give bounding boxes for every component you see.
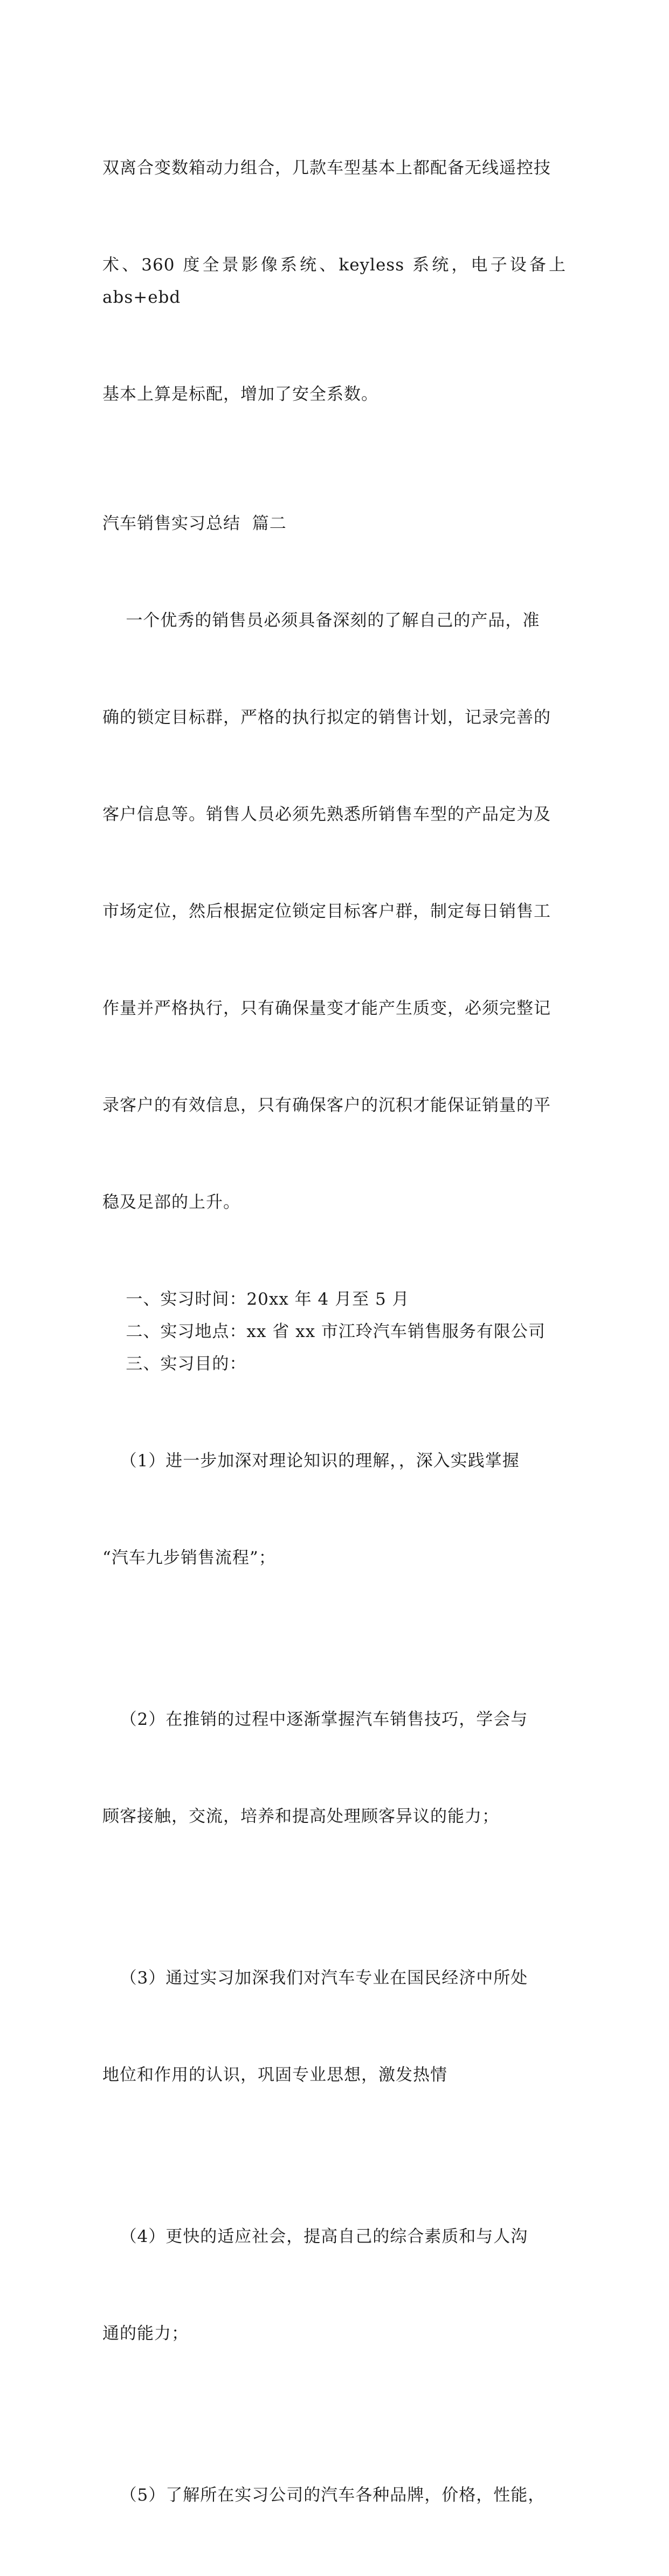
intro-paragraph [102,540,566,1283]
text-line: 客户信息等。销售人员必须先熟悉所销售车型的产品定为及 [102,805,551,824]
text-line: 作量并严格执行，只有确保量变才能产生质变，必须完整记 [102,999,551,1018]
item-internship-time: 一、实习时间：20xx 年 4 月至 5 月 [102,1290,410,1309]
text-line: 顾客接触，交流，培养和提高处理顾客异议的能力； [102,1807,499,1826]
text-line: 一个优秀的销售员必须具备深刻的了解自己的产品，准 [102,611,540,630]
text-line: 通的能力； [102,2324,189,2343]
text-line: （4）更快的适应社会，提高自己的综合素质和与人沟 [102,2227,528,2246]
text-line: 基本上算是标配，增加了安全系数。 [102,385,378,404]
text-line: 术、360 度全景影像系统、keyless 系统，电子设备上 abs+ebd [102,255,572,307]
text-line: “汽车九步销售流程”； [102,1548,276,1568]
text-line: （3）通过实习加深我们对汽车专业在国民经济中所处 [102,1968,528,1988]
goal-2 [102,1639,566,1897]
item-internship-location: 二、实习地点：xx 省 xx 市江玲汽车销售服务有限公司 [102,1322,546,1341]
text-line: （1）进一步加深对理论知识的理解，，深入实践掌握 [102,1451,520,1471]
text-line: （5）了解所在实习公司的汽车各种品牌，价格，性能， [102,2486,546,2505]
document-page [102,87,572,2576]
text-line: 确的锁定目标群，严格的执行拟定的销售计划，记录完善的 [102,708,551,727]
goal-1 [102,1380,566,1639]
blank-line [102,475,566,507]
text-line: 市场定位，然后根据定位锁定目标客户群，制定每日销售工 [102,902,551,921]
goal-5 [102,2414,566,2576]
text-line: 稳及足部的上升。 [102,1193,240,1212]
text-line: 地位和作用的认识，巩固专业思想，激发热情 [102,2065,447,2085]
text-line: 双离合变数箱动力组合，几款车型基本上都配备无线遥控技 [102,158,551,178]
text-line: 录客户的有效信息，只有确保客户的沉积才能保证销量的平 [102,1096,551,1115]
goal-3 [102,1897,566,2156]
text-line: （2）在推销的过程中逐渐掌握汽车销售技巧，学会与 [102,1710,528,1729]
item-internship-purpose: 三、实习目的： [102,1354,247,1374]
paragraph-continuation [102,87,572,475]
goal-4 [102,2156,566,2414]
section-heading: 汽车销售实习总结 篇二 [102,514,287,533]
